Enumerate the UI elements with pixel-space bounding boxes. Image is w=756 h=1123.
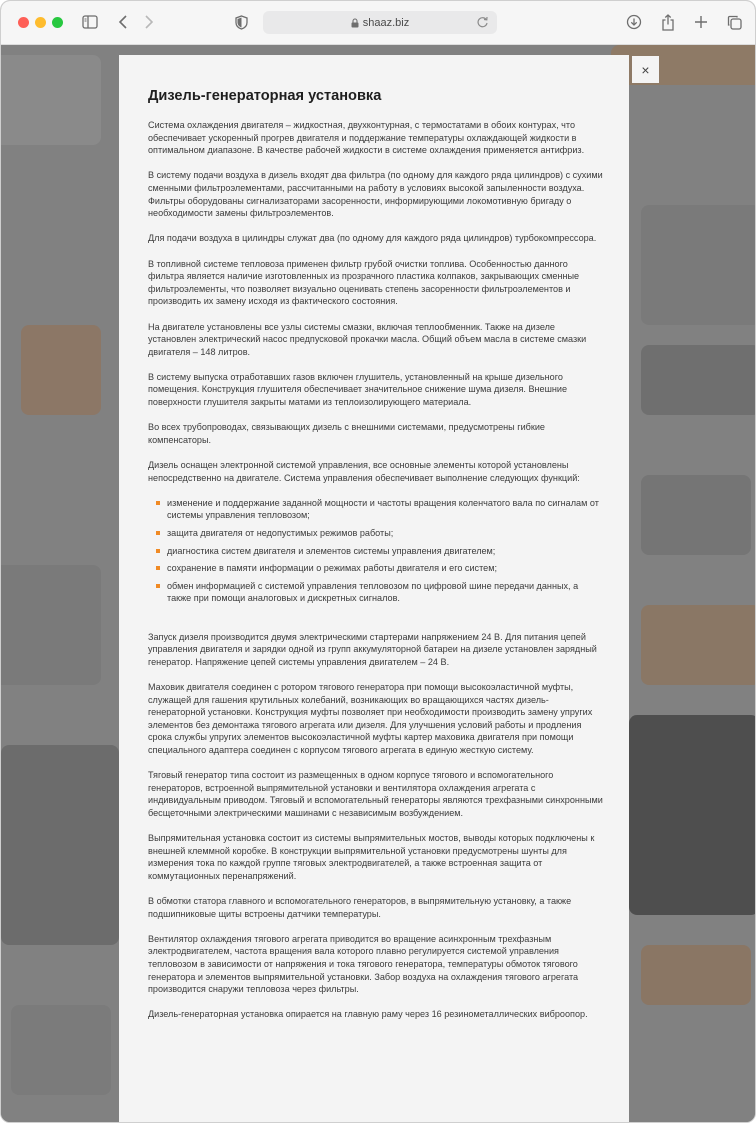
- list-item-text: защита двигателя от недопустимых режимов работы;: [167, 528, 394, 538]
- paragraph: Дизель оснащен электронной системой управления, все основные элементы которой установлены непосредственно на двигателе. Система управления обеспечивает выполнение следующих функций:: [148, 460, 580, 483]
- paragraph: В обмотки статора главного и вспомогательного генераторов, в выпрямительную установку, а также подшипниковые щиты встроены датчики температуры.: [148, 896, 572, 919]
- privacy-shield-icon[interactable]: [233, 12, 249, 32]
- paragraph: Запуск дизеля производится двумя электрическими стартерами напряжением 24 В. Для питания цепей управления двигателя и зарядки одной из групп аккумуляторной батареи на дизеле установлен зарядный генератор. Напряжение цепей системы управления двигателем – 24 В.: [148, 631, 597, 667]
- back-icon[interactable]: [115, 12, 131, 32]
- spacer: [148, 618, 603, 631]
- bullet-icon: [156, 531, 160, 535]
- list-item-text: обмен информацией с системой управления тепловозом по цифровой шине передачи данных, а также при помощи аналоговых и дискретных сигналов.: [167, 580, 579, 604]
- paragraph: Для подачи воздуха в цилиндры служат два (по одному для каждого ряда цилиндров) турбокомпрессора.: [148, 233, 597, 244]
- window-close-button[interactable]: [18, 17, 29, 28]
- paragraph: В систему выпуска отработавших газов включен глушитель, установленный на крыше дизельного помещения. Конструкция глушителя обеспечивает значительное снижение шума дизеля. Внешние поверхности глушителя закрыты матами из теплоизолирующего материала.: [148, 371, 568, 408]
- background-card: [641, 605, 755, 685]
- paragraph: На двигателе установлены все узлы системы смазки, включая теплообменник. Также на дизеле установлен электрический насос предпусковой прокачки масла. Общий объем масла в системе смазки двигателя – 148 литров.: [148, 321, 587, 357]
- paragraph: Во всех трубопроводах, связывающих дизель с внешними системами, предусмотрены гибкие компенсаторы.: [148, 422, 545, 445]
- background-card: [1, 745, 119, 945]
- downloads-icon[interactable]: [625, 12, 643, 32]
- background-card: [641, 945, 751, 1005]
- window-minimize-button[interactable]: [35, 17, 46, 28]
- browser-toolbar: [1, 1, 755, 45]
- paragraph: Вентилятор охлаждения тягового агрегата приводится во вращение асинхронным трехфазным электродвигателем, частота вращения вала которого плавно регулируется системой управления тепловозом в зависимости от напряжения и тока тягового генератора, температуры обмоток тягового генератора и элементов выпрямительной установки. Забор воздуха на охлаждения тягового агрегата производится снаружи тепловоза через фильтры.: [148, 933, 579, 995]
- forward-icon[interactable]: [141, 12, 157, 32]
- address-bar[interactable]: [263, 11, 497, 34]
- list-item: [148, 562, 603, 575]
- list-item: [148, 497, 603, 522]
- modal-content: [148, 87, 603, 1034]
- list-item-text: сохранение в памяти информации о режимах работы двигателя и его систем;: [167, 563, 497, 574]
- background-card: [1, 55, 101, 145]
- functions-list: [148, 497, 603, 605]
- paragraph: В систему подачи воздуха в дизель входят два фильтра (по одному для каждого ряда цилиндров) с сухими сменными фильтроэлементами, рассчитанными на работу в условиях высокой запыленности воздуха. Фильтры оборудованы сигнализаторами засоренности, информирующими локомотивную бригаду о необходимости замены фильтроэлементов.: [148, 170, 603, 219]
- background-card: [641, 205, 755, 325]
- paragraph: В топливной системе тепловоза применен фильтр грубой очистки топлива. Особенностью данного фильтра является наличие изготовленных из прозрачного пластика колпаков, закрывающих сменные фильтроэлементы, что позволяет визуально оценивать степень засоренности фильтроэлементов и производить их замену исходя из фактического состояния.: [148, 258, 580, 307]
- list-item-text: изменение и поддержание заданной мощности и частоты вращения коленчатого вала по сигналам от системы управления тепловозом;: [167, 497, 599, 521]
- reload-icon[interactable]: [476, 15, 489, 29]
- window-zoom-button[interactable]: [52, 17, 63, 28]
- list-item: [148, 580, 603, 605]
- paragraph: Маховик двигателя соединен с ротором тягового генератора при помощи высокоэластичной муфты, служащей для гашения крутильных колебаний, возникающих во вращающихся частях дизель-генераторной установки. Конструкция муфты позволяет при необходимости производить замену упругих элементов без демонтажа тягового агрегата или дизеля. Для улучшения условий работы и продления срока службы упругих элементов высокоэластичной муфты картер маховика двигателя при помощи специального адаптера соединен с корпусом тягового агрегата в единую жесткую систему.: [148, 681, 593, 755]
- new-tab-icon[interactable]: [692, 12, 710, 32]
- background-card: [11, 1005, 111, 1095]
- background-card: [21, 325, 101, 415]
- modal-close-button[interactable]: [632, 56, 659, 83]
- close-icon: ×: [641, 61, 650, 78]
- background-card: [629, 715, 755, 915]
- paragraph: Система охлаждения двигателя – жидкостная, двухконтурная, с термостатами в обоих контурах, что обеспечивает ускоренный прогрев двигателя и поддержание температуры охлаждающей жидкости в оптимальном диапазоне. В качестве рабочей жидкости в системе охлаждения применяется антифриз.: [148, 120, 585, 156]
- background-card: [641, 345, 755, 415]
- bullet-icon: [156, 566, 160, 570]
- list-item: [148, 545, 603, 558]
- paragraph: Тяговый генератор типа состоит из размещенных в одном корпусе тягового и вспомогательного генераторов, встроенной выпрямительной установки и вентилятора охлаждения агрегата с индивидуальным приводом. Тяговый и вспомогательный генераторы являются трехфазными синхронными бесщеточными электрическими машинами с независимым возбуждением.: [148, 770, 603, 818]
- bullet-icon: [156, 501, 160, 505]
- paragraph: Дизель-генераторная установка опирается на главную раму через 16 резинометаллических виброопор.: [148, 1009, 588, 1020]
- tab-overview-icon[interactable]: [725, 12, 743, 32]
- background-card: [1, 565, 101, 685]
- background-card: [641, 475, 751, 555]
- lock-icon: [351, 18, 359, 28]
- bullet-icon: [156, 549, 160, 553]
- bullet-icon: [156, 584, 160, 588]
- paragraph: Выпрямительная установка состоит из системы выпрямительных мостов, выводы которых подключены к внешней клеммной коробке. В конструкции выпрямительной установки предусмотрены шунты для измерения тока по каждой группе тяговых электродвигателей, а также встроенная защита от коммутационных перенапряжений.: [148, 833, 595, 881]
- list-item: [148, 527, 603, 540]
- list-item-text: диагностика систем двигателя и элементов системы управления двигателем;: [167, 545, 496, 556]
- address-bar-url: shaaz.biz: [362, 16, 410, 29]
- sidebar-icon[interactable]: [81, 12, 99, 32]
- modal-title: Дизель-генераторная установка: [148, 88, 382, 104]
- share-icon[interactable]: [659, 12, 677, 32]
